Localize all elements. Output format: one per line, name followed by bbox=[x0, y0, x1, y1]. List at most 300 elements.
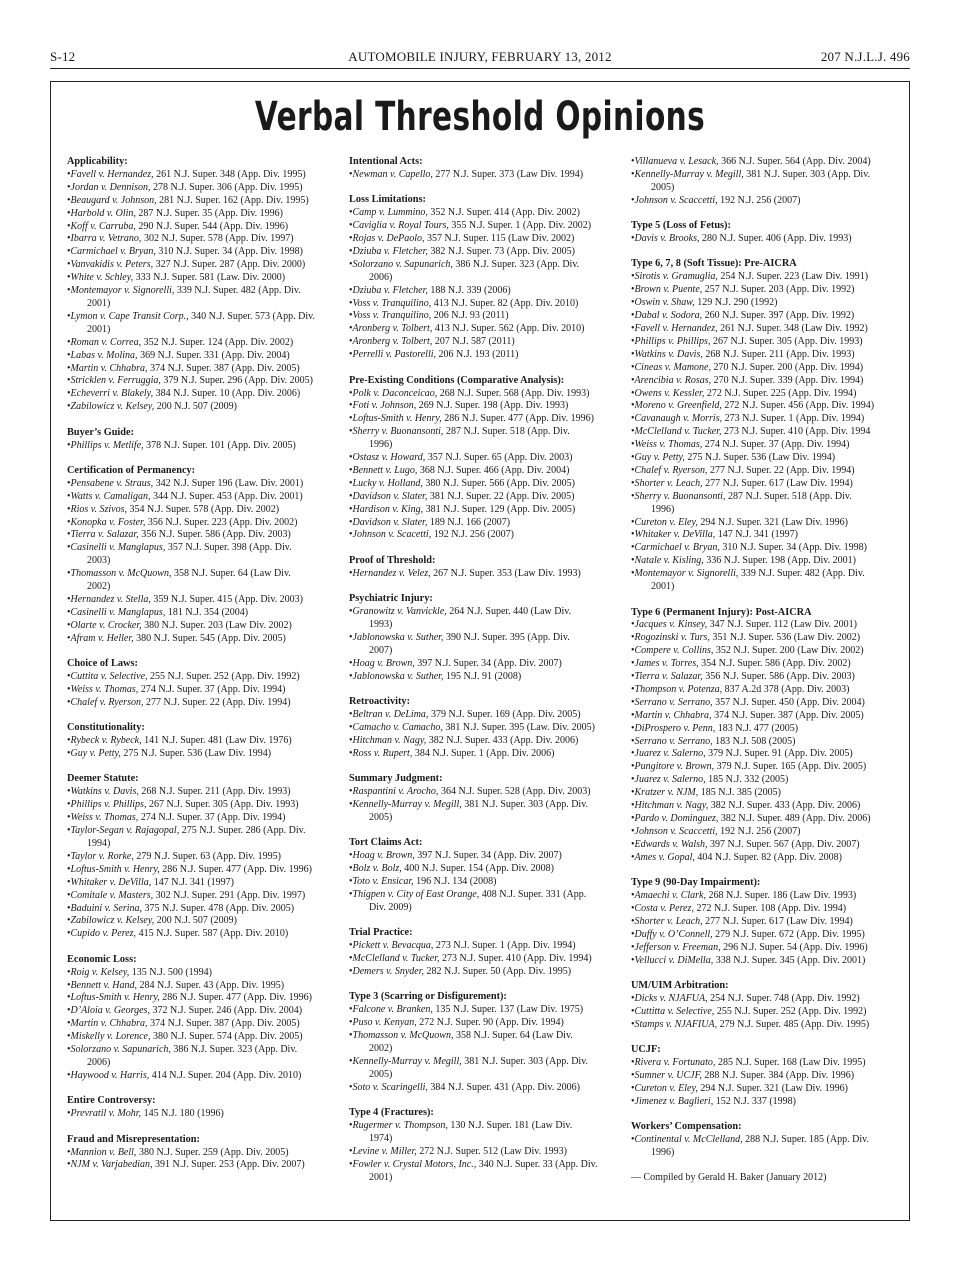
case-citation: 189 N.J. 166 (2007) bbox=[429, 516, 511, 528]
case-citation: 837 A.2d 378 (App. Div. 2003) bbox=[724, 683, 850, 695]
case-entry: •Rogozinski v. Turs, 351 N.J. Super. 536 (Law Div. 2002) bbox=[631, 632, 861, 644]
case-entry: •Voss v. Tranquilino, 413 N.J. Super. 82 (App. Div. 2010) bbox=[349, 297, 579, 309]
case-citation: 268 N.J. Super. 211 (App. Div. 1993) bbox=[141, 786, 291, 798]
section bbox=[631, 156, 895, 208]
case-entry: •Cuttita v. Selective, 255 N.J. Super. 252 (App. Div. 1992) bbox=[67, 671, 300, 683]
case-name: Levine v. Miller, bbox=[352, 1145, 417, 1157]
case-name: Favell v. Hernandez, bbox=[70, 168, 154, 180]
case-name: Favell v. Hernandez, bbox=[634, 322, 718, 334]
case-entry: •Kennelly-Murray v. Megill, 381 N.J. Super. 303 (App. Div. 2005) bbox=[349, 1056, 613, 1082]
case-entry: •NJM v. Varjabedian, 391 N.J. Super. 253 (App. Div. 2007) bbox=[67, 1159, 305, 1171]
case-entry: •Jordan v. Dennison, 278 N.J. Super. 306 (App. Div. 1995) bbox=[67, 181, 303, 193]
case-citation: 272 N.J. Super. 512 (Law Div. 1993) bbox=[419, 1145, 567, 1157]
case-citation: 358 N.J. Super. 64 (Law Div. bbox=[455, 1029, 573, 1041]
case-citation-continued: 2005) bbox=[369, 1068, 393, 1080]
case-name: Taylor v. Rorke, bbox=[70, 850, 134, 862]
section bbox=[67, 427, 331, 453]
case-citation: 196 N.J. 134 (2008) bbox=[416, 875, 497, 887]
case-citation: 382 N.J. Super. 433 (App. Div. 2006) bbox=[428, 734, 579, 746]
case-citation: 414 N.J. Super. 204 (App. Div. 2010) bbox=[151, 1069, 302, 1081]
case-name: Guy v. Petty, bbox=[70, 748, 121, 760]
case-citation-continued: 2005) bbox=[651, 181, 675, 193]
case-entry: •Mannion v. Bell, 380 N.J. Super. 259 (App. Div. 2005) bbox=[67, 1146, 289, 1158]
case-name: Sirotis v. Gramuglia, bbox=[634, 271, 718, 283]
case-name: Pungitore v. Brown, bbox=[634, 761, 715, 773]
case-citation: 206 N.J. 93 (2011) bbox=[433, 310, 509, 322]
case-entry: •Lymon v. Cape Transit Corp., 340 N.J. Super. 573 (App. Div. 2001) bbox=[67, 311, 331, 337]
case-entry: •Rios v. Szivos, 354 N.J. Super. 578 (App. Div. 2002) bbox=[67, 503, 280, 515]
case-citation-continued: Div. 2009) bbox=[369, 901, 412, 913]
case-entry: •Martin v. Chhabra, 374 N.J. Super. 387 (App. Div. 2005) bbox=[67, 1018, 300, 1030]
case-name: Weiss v. Thomas, bbox=[634, 439, 703, 451]
case-entry: •Whitaker v. DeVilla, 147 N.J. 341 (1997) bbox=[67, 876, 235, 888]
case-entry: •Zabilowicz v. Kelsey, 200 N.J. 507 (2009) bbox=[67, 915, 237, 927]
case-name: Roman v. Correa, bbox=[70, 336, 142, 348]
case-entry: •Casinelli v. Manglapus, 357 N.J. Super. 398 (App. Div. 2003) bbox=[67, 542, 331, 568]
case-name: Solorzano v. Sapunarich, bbox=[70, 1044, 171, 1056]
case-entry: •Aronberg v. Tolbert, 207 N.J. 587 (2011) bbox=[349, 336, 515, 348]
case-entry: •Camacho v. Camacho, 381 N.J. Super. 395 (Law. Div. 2005) bbox=[349, 721, 595, 733]
case-entry: •Costa v. Perez, 272 N.J. Super. 108 (App. Div. 1994) bbox=[631, 902, 847, 914]
case-citation: 356 N.J. Super. 586 (App. Div. 2003) bbox=[141, 529, 291, 541]
case-entry: •Perrelli v. Pastorelli, 206 N.J. 193 (2011) bbox=[349, 349, 519, 361]
case-entry: •Natale v. Kisling, 336 N.J. Super. 198 (App. Div. 2001) bbox=[631, 555, 856, 567]
case-entry: •White v. Schley, 333 N.J. Super. 581 (Law. Div. 2000) bbox=[67, 272, 286, 284]
case-entry: •D’Aloia v. Georges, 372 N.J. Super. 246 (App. Div. 2004) bbox=[67, 1005, 303, 1017]
case-name: Chalef v. Ryerson, bbox=[70, 696, 144, 708]
case-name: Caviglia v. Royal Tours, bbox=[352, 220, 449, 232]
case-entry: •Watkins v. Davis, 268 N.J. Super. 211 (App. Div. 1993) bbox=[67, 786, 291, 798]
case-citation: 274 N.J. Super. 37 (App. Div. 1994) bbox=[704, 439, 850, 451]
case-name: Beaugard v. Johnson, bbox=[70, 194, 157, 206]
case-entry: •Taylor-Segan v. Rajagopal, 275 N.J. Super. 286 (App. Div. 1994) bbox=[67, 825, 331, 851]
section-heading: Buyer’s Guide: bbox=[67, 426, 135, 438]
case-citation: 268 N.J. Super. 568 (App. Div. 1993) bbox=[439, 387, 590, 399]
case-entry: •Cureton v. Eley, 294 N.J. Super. 321 (Law Div. 1996) bbox=[631, 516, 849, 528]
case-entry: •Taylor v. Rorke, 279 N.J. Super. 63 (App. Div. 1995) bbox=[67, 850, 281, 862]
case-citation: 130 N.J. Super. 181 (Law Div. bbox=[450, 1119, 573, 1131]
case-citation: 355 N.J. Super. 1 (App. Div. 2002) bbox=[451, 220, 592, 232]
case-citation: 192 N.J. 256 (2007) bbox=[720, 194, 801, 206]
case-entry: •DiProspero v. Penn, 183 N.J. 477 (2005) bbox=[631, 722, 799, 734]
case-entry: •James v. Torres, 354 N.J. Super. 586 (App. Div. 2002) bbox=[631, 658, 851, 670]
case-entry: •Beaugard v. Johnson, 281 N.J. Super. 162 (App. Div. 1995) bbox=[67, 194, 309, 206]
case-citation: 374 N.J. Super. 387 (App. Div. 2005) bbox=[714, 709, 864, 721]
case-entry: •Martin v. Chhabra, 374 N.J. Super. 387 (App. Div. 2005) bbox=[67, 362, 300, 374]
case-citation-continued: 2001) bbox=[87, 323, 111, 335]
case-citation: 359 N.J. Super. 415 (App. Div. 2003) bbox=[153, 594, 303, 605]
case-citation: 339 N.J. Super. 482 (App. Div. bbox=[740, 568, 865, 580]
case-entry: •Rybeck v. Rybeck, 141 N.J. Super. 481 (Law Div. 1976) bbox=[67, 735, 292, 747]
section bbox=[631, 607, 895, 865]
case-name: Johnson v. Scaccetti, bbox=[634, 194, 718, 206]
case-entry: •Continental v. McClelland, 288 N.J. Super. 185 (App. Div. 1996) bbox=[631, 1134, 895, 1160]
case-entry: •Edwards v. Walsh, 397 N.J. Super. 567 (App. Div. 2007) bbox=[631, 838, 860, 850]
case-citation: 390 N.J. Super. 395 (App. Div. bbox=[445, 631, 570, 643]
case-name: Thigpen v. City of East Orange, bbox=[352, 888, 480, 900]
section-heading: Deemer Statute: bbox=[67, 773, 139, 785]
case-citation: 344 N.J. Super. 453 (App. Div. 2001) bbox=[153, 490, 303, 502]
case-entry: •Thompson v. Potenza, 837 A.2d 378 (App. Div. 2003) bbox=[631, 683, 850, 695]
case-entry: •Favell v. Hernandez, 261 N.J. Super. 348 (App. Div. 1995) bbox=[67, 168, 306, 180]
page-number: S-12 bbox=[50, 49, 76, 64]
case-citation: 352 N.J. Super. 414 (App. Div. 2002) bbox=[430, 207, 581, 219]
case-name: Cineas v. Mamone, bbox=[634, 361, 711, 373]
case-entry: •Labas v. Molina, 369 N.J. Super. 331 (App. Div. 2004) bbox=[67, 349, 290, 361]
case-name: Whitaker v. DeVilla, bbox=[70, 876, 152, 888]
case-entry: •Roman v. Correa, 352 N.J. Super. 124 (App. Div. 2002) bbox=[67, 336, 294, 348]
case-citation: 380 N.J. Super. 203 (Law Div. 2002) bbox=[144, 619, 292, 631]
case-entry: •Chalef v. Ryerson, 277 N.J. Super. 22 (App. Div. 1994) bbox=[631, 464, 855, 476]
case-name: Montemayor v. Signorelli, bbox=[70, 285, 175, 297]
case-name: Lucky v. Holland, bbox=[352, 477, 423, 489]
case-name: Ostasz v. Howard, bbox=[352, 452, 426, 464]
case-name: Cuttita v. Selective, bbox=[70, 671, 148, 683]
case-name: Johnson v. Scacetti, bbox=[352, 529, 432, 541]
case-citation: 274 N.J. Super. 37 (App. Div. 1994) bbox=[140, 683, 286, 695]
case-citation: 268 N.J. Super. 211 (App. Div. 1993) bbox=[705, 348, 855, 360]
case-citation: 354 N.J. Super. 586 (App. Div. 2002) bbox=[701, 658, 851, 670]
case-entry: •McClelland v. Tucker, 273 N.J. Super. 410 (App. Div. 1994) bbox=[349, 952, 592, 964]
case-name: Kratzer v. NJM, bbox=[634, 787, 699, 799]
case-citation: 294 N.J. Super. 321 (Law Div. 1996) bbox=[700, 516, 849, 528]
case-citation-continued: 2006) bbox=[87, 1057, 111, 1068]
case-citation: 378 N.J. Super. 101 (App. Div. 2005) bbox=[146, 439, 296, 451]
case-citation: 369 N.J. Super. 331 (App. Div. 2004) bbox=[140, 349, 290, 361]
case-name: Jacques v. Kinsey, bbox=[634, 619, 708, 631]
case-name: Harbold v. Olin, bbox=[70, 207, 136, 219]
case-citation: 404 N.J. Super. 82 (App. Div. 2008) bbox=[697, 851, 842, 863]
case-name: Newman v. Capello, bbox=[352, 168, 433, 180]
case-citation: 267 N.J. Super. 353 (Law Div. 1993) bbox=[433, 567, 581, 579]
case-name: Phillips v. Phillips, bbox=[70, 799, 147, 811]
case-entry: •Bennett v. Hand, 284 N.J. Super. 43 (App. Div. 1995) bbox=[67, 979, 285, 991]
case-citation: 288 N.J. Super. 384 (App. Div. 1996) bbox=[704, 1069, 855, 1081]
case-name: Weiss v. Thomas, bbox=[70, 812, 139, 824]
case-name: Serrano v. Serrano, bbox=[634, 696, 713, 708]
case-entry: •Vanvakidis v. Peters, 327 N.J. Super. 287 (App. Div. 2000) bbox=[67, 259, 306, 271]
case-entry: •Beltran v. DeLima, 379 N.J. Super. 169 (App. Div. 2005) bbox=[349, 708, 581, 720]
case-citation: 379 N.J. Super. 91 (App. Div. 2005) bbox=[708, 748, 853, 760]
case-citation: 357 N.J. Super. 65 (App. Div. 2003) bbox=[427, 452, 573, 464]
case-name: NJM v. Varjabedian, bbox=[70, 1159, 153, 1171]
case-citation: 285 N.J. Super. 168 (Law Div. 1995) bbox=[717, 1057, 866, 1068]
case-entry: •Caviglia v. Royal Tours, 355 N.J. Super. 1 (App. Div. 2002) bbox=[349, 220, 592, 232]
case-entry: •Hitchman v. Nagy, 382 N.J. Super. 433 (App. Div. 2006) bbox=[631, 800, 861, 812]
case-entry: •Lucky v. Holland, 380 N.J. Super. 566 (App. Div. 2005) bbox=[349, 477, 575, 489]
case-citation: 413 N.J. Super. 82 (App. Div. 2010) bbox=[433, 297, 579, 309]
case-entry: •Ibarra v. Vetrano, 302 N.J. Super. 578 (App. Div. 1997) bbox=[67, 233, 294, 245]
column-2 bbox=[349, 156, 613, 1197]
case-name: Watkins v. Davis, bbox=[634, 348, 703, 360]
case-citation: 279 N.J. Super. 63 (App. Div. 1995) bbox=[136, 850, 281, 862]
case-entry: •Jacques v. Kinsey, 347 N.J. Super. 112 (Law Div. 2001) bbox=[631, 619, 857, 631]
case-name: Tierra v. Salazar, bbox=[70, 529, 139, 541]
case-entry: •Hardison v. King, 381 N.J. Super. 129 (App. Div. 2005) bbox=[349, 503, 576, 515]
case-citation: 379 N.J. Super. 296 (App. Div. 2005) bbox=[163, 375, 313, 387]
case-entry: •Voss v. Tranquilino, 206 N.J. 93 (2011) bbox=[349, 310, 509, 322]
case-name: Soto v. Scaringelli, bbox=[352, 1081, 428, 1093]
case-entry: •Dicks v. NJAFUA, 254 N.J. Super. 748 (App. Div. 1992) bbox=[631, 992, 860, 1004]
case-name: Villanueva v. Lesack, bbox=[634, 156, 719, 167]
section-heading: Trial Practice: bbox=[349, 927, 413, 939]
case-name: Voss v. Tranquilino, bbox=[352, 297, 432, 309]
case-citation: 261 N.J. Super. 348 (Law Div. 1992) bbox=[720, 322, 868, 334]
case-name: Carmichael v. Bryan, bbox=[634, 542, 720, 554]
section bbox=[67, 1095, 331, 1121]
case-name: Jablonowska v. Suther, bbox=[352, 670, 444, 682]
case-entry: •Prevratil v. Mohr, 145 N.J. 180 (1996) bbox=[67, 1108, 224, 1120]
case-citation: 357 N.J. Super. 398 (App. Div. bbox=[167, 542, 292, 554]
case-name: Amaechi v. Clark, bbox=[634, 890, 706, 902]
case-citation: 333 N.J. Super. 581 (Law. Div. 2000) bbox=[135, 272, 286, 284]
case-entry: •Loftus-Smith v. Henry, 286 N.J. Super. 477 (App. Div. 1996) bbox=[67, 863, 312, 875]
case-citation: 327 N.J. Super. 287 (App. Div. 2000) bbox=[155, 259, 306, 271]
case-entry: •Thigpen v. City of East Orange, 408 N.J. Super. 331 (App. Div. 2009) bbox=[349, 889, 613, 915]
case-name: Weiss v. Thomas, bbox=[70, 683, 139, 695]
case-name: Shorter v. Leach, bbox=[634, 477, 703, 489]
case-entry: •Arencibia v. Rosas, 270 N.J. Super. 339 (App. Div. 1994) bbox=[631, 374, 864, 386]
section bbox=[349, 194, 613, 362]
case-entry: •Serrano v. Serrano, 183 N.J. 508 (2005) bbox=[631, 735, 796, 747]
case-name: Miskelly v. Lorence, bbox=[70, 1031, 151, 1043]
case-citation: 255 N.J. Super. 252 (App. Div. 1992) bbox=[150, 671, 300, 683]
case-name: Jefferson v. Freeman, bbox=[634, 941, 721, 953]
section-heading: Intentional Acts: bbox=[349, 156, 423, 167]
case-name: Prevratil v. Mohr, bbox=[70, 1108, 142, 1120]
case-name: Guy v. Petty, bbox=[634, 452, 685, 464]
case-name: Rojas v. DePaolo, bbox=[352, 233, 425, 245]
case-entry: •Jablonowska v. Suther, 195 N.J. 91 (2008) bbox=[349, 670, 522, 682]
section-heading: Type 3 (Scarring or Disfigurement): bbox=[349, 991, 507, 1003]
case-name: Koff v. Carruba, bbox=[70, 220, 136, 232]
case-name: Granowitz v. Vanvickle, bbox=[352, 606, 447, 618]
case-entry: •Phillips v. Metlife, 378 N.J. Super. 101 (App. Div. 2005) bbox=[67, 439, 296, 451]
section-heading: Summary Judgment: bbox=[349, 773, 443, 785]
case-citation: 183 N.J. 477 (2005) bbox=[717, 722, 799, 734]
case-entry: •Guy v. Petty, 275 N.J. Super. 536 (Law Div. 1994) bbox=[631, 452, 836, 464]
section bbox=[349, 156, 613, 182]
case-name: Dabal v. Sodora, bbox=[634, 310, 703, 322]
case-citation: 275 N.J. Super. 286 (App. Div. bbox=[181, 825, 306, 837]
case-entry: •Cureton v. Eley, 294 N.J. Super. 321 (Law Div. 1996) bbox=[631, 1082, 849, 1094]
case-name: Hitchman v. Nagy, bbox=[352, 734, 427, 746]
case-entry: •Casinelli v. Manglapus, 181 N.J. 354 (2004) bbox=[67, 606, 249, 618]
case-name: Martin v. Chhabra, bbox=[70, 1018, 148, 1030]
case-entry: •Tierra v. Salazar, 356 N.J. Super. 586 (App. Div. 2003) bbox=[67, 529, 291, 541]
case-citation: 185 N.J. 332 (2005) bbox=[708, 774, 789, 786]
case-citation: 260 N.J. Super. 397 (App. Div. 1992) bbox=[704, 310, 855, 322]
case-entry: •Villanueva v. Lesack, 366 N.J. Super. 564 (App. Div. 2004) bbox=[631, 156, 871, 167]
case-name: Arencibia v. Rosas, bbox=[634, 374, 712, 386]
section-heading: Certification of Permanency: bbox=[67, 464, 196, 476]
case-citation: 141 N.J. Super. 481 (Law Div. 1976) bbox=[144, 735, 292, 747]
case-citation: 354 N.J. Super. 578 (App. Div. 2002) bbox=[129, 503, 280, 515]
case-name: Taylor-Segan v. Rajagopal, bbox=[70, 825, 180, 837]
case-citation: 397 N.J. Super. 34 (App. Div. 2007) bbox=[417, 657, 562, 669]
case-citation: 287 N.J. Super. 35 (App. Div. 1996) bbox=[138, 207, 284, 219]
section bbox=[349, 375, 613, 543]
case-name: Edwards v. Walsh, bbox=[634, 838, 708, 850]
case-citation: 278 N.J. Super. 306 (App. Div. 1995) bbox=[153, 181, 303, 193]
section-heading: Fraud and Misrepresentation: bbox=[67, 1133, 200, 1145]
section bbox=[67, 156, 331, 414]
case-entry: •Johnson v. Scacetti, 192 N.J. 256 (2007) bbox=[349, 529, 514, 541]
case-citation: 268 N.J. Super. 186 (Law Div. 1993) bbox=[708, 890, 857, 902]
case-name: Rugermer v. Thompson, bbox=[352, 1119, 448, 1131]
case-name: Loftus-Smith v. Henry, bbox=[352, 413, 442, 425]
case-citation: 290 N.J. Super. 544 (App. Div. 1996) bbox=[138, 220, 289, 232]
case-citation: 375 N.J. Super. 478 (App. Div. 2005) bbox=[144, 902, 295, 914]
case-entry: •Weiss v. Thomas, 274 N.J. Super. 37 (App. Div. 1994) bbox=[631, 439, 850, 451]
case-citation: 340 N.J. Super. 573 (App. Div. bbox=[191, 310, 315, 322]
case-citation: 287 N.J. Super. 518 (App. Div. bbox=[445, 426, 570, 438]
page-title: Verbal Threshold Opinions bbox=[254, 94, 706, 140]
case-citation: 286 N.J. Super. 477 (App. Div. 1996) bbox=[162, 992, 312, 1004]
case-entry: •Cavanaugh v. Morris, 273 N.J. Super. 1 (App. Div. 1994) bbox=[631, 413, 865, 425]
case-name: Oswin v. Shaw, bbox=[634, 297, 695, 309]
case-citation: 192 N.J. 256 (2007) bbox=[720, 825, 801, 837]
case-name: Camp v. Lummino, bbox=[352, 207, 428, 219]
column-3 bbox=[631, 156, 895, 1185]
case-citation: 357 N.J. Super. 115 (Law Div. 2002) bbox=[427, 233, 575, 245]
case-name: Comitale v. Masters, bbox=[70, 889, 154, 901]
case-citation: 188 N.J. 339 (2006) bbox=[430, 284, 511, 296]
case-entry: •Baduini v. Serina, 375 N.J. Super. 478 (App. Div. 2005) bbox=[67, 902, 295, 914]
section-heading: Proof of Threshold: bbox=[349, 554, 436, 566]
case-entry: •Sherry v. Buonansonti, 287 N.J. Super. 518 (App. Div. 1996) bbox=[349, 426, 613, 452]
case-citation: 351 N.J. Super. 536 (Law Div. 2002) bbox=[712, 632, 861, 644]
case-entry: •Watkins v. Davis, 268 N.J. Super. 211 (App. Div. 1993) bbox=[631, 348, 855, 360]
section bbox=[349, 927, 613, 979]
case-entry: •Cuttitta v. Selective, 255 N.J. Super. 252 (App. Div. 1992) bbox=[631, 1005, 867, 1017]
case-name: Owens v. Kessler, bbox=[634, 387, 705, 399]
case-citation: 267 N.J. Super. 305 (App. Div. 1993) bbox=[148, 799, 299, 811]
section-heading: Type 9 (90-Day Impairment): bbox=[631, 877, 761, 889]
case-name: Beltran v. DeLima, bbox=[352, 708, 429, 720]
case-name: Afram v. Heller, bbox=[70, 632, 134, 644]
case-citation: 408 N.J. Super. 331 (App. bbox=[481, 888, 587, 900]
case-citation: 286 N.J. Super. 477 (App. Div. 1996) bbox=[162, 863, 312, 875]
case-name: Camacho v. Camacho, bbox=[352, 721, 443, 733]
case-name: Pickett v. Bevacqua, bbox=[352, 940, 434, 952]
case-name: Montemayor v. Signorelli, bbox=[634, 568, 739, 580]
case-citation: 272 N.J. Super. 108 (App. Div. 1994) bbox=[696, 902, 847, 914]
case-entry: •Weiss v. Thomas, 274 N.J. Super. 37 (App. Div. 1994) bbox=[67, 683, 286, 695]
case-name: Stricklen v. Ferruggia, bbox=[70, 375, 161, 387]
case-entry: •Shorter v. Leach, 277 N.J. Super. 617 (Law Div. 1994) bbox=[631, 915, 853, 927]
case-citation: 352 N.J. Super. 200 (Law Div. 2002) bbox=[715, 645, 864, 657]
case-citation: 381 N.J. Super. 22 (App. Div. 2005) bbox=[429, 490, 575, 502]
case-entry: •Hernandez v. Stella, 359 N.J. Super. 415 (App. Div. 2003) bbox=[67, 594, 303, 605]
section bbox=[631, 980, 895, 1032]
case-entry: •Whitaker v. DeVilla, 147 N.J. 341 (1997) bbox=[631, 529, 799, 541]
case-citation: 269 N.J. Super. 198 (App. Div. 1993) bbox=[418, 400, 569, 412]
case-name: Bennett v. Hand, bbox=[70, 979, 137, 991]
case-name: Demers v. Snyder, bbox=[352, 965, 424, 977]
case-entry: •Ostasz v. Howard, 357 N.J. Super. 65 (App. Div. 2003) bbox=[349, 452, 573, 464]
case-entry: •Demers v. Snyder, 282 N.J. Super. 50 (App. Div. 1995) bbox=[349, 965, 572, 977]
case-citation: 302 N.J. Super. 578 (App. Div. 1997) bbox=[143, 233, 294, 245]
case-entry: •Brown v. Puente, 257 N.J. Super. 203 (App. Div. 1992) bbox=[631, 284, 855, 296]
case-entry: •Davidson v. Slater, 381 N.J. Super. 22 (App. Div. 2005) bbox=[349, 490, 575, 502]
case-citation: 287 N.J. Super. 518 (App. Div. bbox=[727, 490, 852, 502]
case-name: Perrelli v. Pastorelli, bbox=[352, 349, 437, 361]
case-citation: 384 N.J. Super. 431 (App. Div. 2006) bbox=[430, 1081, 580, 1093]
case-name: Tierra v. Salazar, bbox=[634, 671, 703, 683]
case-entry: •Zabilowicz v. Kelsey, 200 N.J. 507 (2009) bbox=[67, 401, 237, 413]
case-name: Rivera v. Fortunato, bbox=[634, 1057, 716, 1068]
case-citation: 391 N.J. Super. 253 (App. Div. 2007) bbox=[155, 1159, 305, 1171]
case-citation: 372 N.J. Super. 246 (App. Div. 2004) bbox=[152, 1005, 303, 1017]
section-heading: Applicability: bbox=[67, 156, 128, 167]
case-entry: •Thomasson v. McQuown, 358 N.J. Super. 64 (Law Div. 2002) bbox=[349, 1030, 613, 1056]
case-citation: 277 N.J. Super. 617 (Law Div. 1994) bbox=[705, 477, 853, 489]
section-heading: Type 6 (Permanent Injury): Post-AICRA bbox=[631, 606, 812, 618]
case-entry: •Puso v. Kenyan, 272 N.J. Super. 90 (App. Div. 1994) bbox=[349, 1017, 564, 1029]
case-citation: 342 N.J. Super 196 (Law. Div. 2001) bbox=[155, 477, 304, 489]
case-name: Zabilowicz v. Kelsey, bbox=[70, 915, 155, 927]
case-entry: •Solorzano v. Sapunarich, 386 N.J. Super. 323 (App. Div. 2006) bbox=[67, 1044, 331, 1070]
section bbox=[67, 658, 331, 710]
case-citation: 382 N.J. Super. 433 (App. Div. 2006) bbox=[710, 800, 861, 812]
case-entry: •Johnson v. Scaccetti, 192 N.J. 256 (2007) bbox=[631, 194, 801, 206]
case-name: Kennelly-Murray v. Megill, bbox=[352, 1055, 462, 1067]
case-citation: 206 N.J. 193 (2011) bbox=[438, 349, 519, 361]
case-name: Compere v. Collins, bbox=[634, 645, 714, 657]
case-name: Foti v. Johnson, bbox=[352, 400, 417, 412]
section bbox=[67, 954, 331, 1083]
case-entry: •Olarte v. Crocker, 380 N.J. Super. 203 (Law Div. 2002) bbox=[67, 619, 292, 631]
case-citation: 358 N.J. Super. 64 (Law Div. bbox=[173, 568, 291, 580]
case-name: Watkins v. Davis, bbox=[70, 786, 139, 798]
case-entry: •Rivera v. Fortunato, 285 N.J. Super. 168 (Law Div. 1995) bbox=[631, 1057, 866, 1068]
case-name: Dziuba v. Fletcher, bbox=[352, 284, 428, 296]
case-name: Thompson v. Potenza, bbox=[634, 683, 723, 695]
case-citation: 185 N.J. 385 (2005) bbox=[700, 787, 781, 799]
case-citation: 254 N.J. Super. 223 (Law Div. 1991) bbox=[720, 271, 869, 283]
case-entry: •Fowler v. Crystal Motors, Inc., 340 N.J. Super. 33 (App. Div. 2001) bbox=[349, 1159, 613, 1185]
case-name: McClelland v. Tucker, bbox=[634, 426, 722, 438]
case-citation: 264 N.J. Super. 440 (Law Div. bbox=[449, 606, 572, 618]
case-citation: 270 N.J. Super. 339 (App. Div. 1994) bbox=[713, 374, 864, 386]
case-name: Thomasson v. McQuown, bbox=[70, 568, 172, 580]
case-citation: 277 N.J. Super. 373 (Law Div. 1994) bbox=[435, 168, 584, 180]
case-name: Jablonowska v. Suther, bbox=[352, 631, 444, 643]
case-name: Stamps v. NJAFIUA, bbox=[634, 1018, 718, 1030]
case-citation: 294 N.J. Super. 321 (Law Div. 1996) bbox=[700, 1082, 849, 1094]
case-entry: •Juarez v. Salerno, 379 N.J. Super. 91 (App. Div. 2005) bbox=[631, 748, 853, 760]
case-citation: 386 N.J. Super. 323 (App. Div. bbox=[455, 258, 580, 270]
section-heading: Pre-Existing Conditions (Comparative Analysis): bbox=[349, 374, 565, 386]
case-entry: •Kennelly-Murray v. Megill, 381 N.J. Super. 303 (App. Div. 2005) bbox=[631, 169, 895, 195]
case-entry: •Carmichael v. Bryan, 310 N.J. Super. 34 (App. Div. 1998) bbox=[67, 246, 303, 258]
case-name: Hitchman v. Nagy, bbox=[634, 800, 709, 812]
section-heading: Workers’ Compensation: bbox=[631, 1121, 742, 1133]
case-name: Raspantini v. Arocho, bbox=[352, 785, 439, 797]
case-name: Vanvakidis v. Peters, bbox=[70, 259, 154, 271]
case-entry: •Rugermer v. Thompson, 130 N.J. Super. 181 (Law Div. 1974) bbox=[349, 1120, 613, 1146]
case-citation: 413 N.J. Super. 562 (App. Div. 2010) bbox=[434, 323, 585, 335]
case-citation: 384 N.J. Super. 1 (App. Div. 2006) bbox=[414, 747, 555, 759]
case-citation: 381 N.J. Super. 303 (App. Div. bbox=[464, 1055, 589, 1067]
case-citation: 275 N.J. Super. 536 (Law Div. 1994) bbox=[687, 452, 836, 464]
case-entry: •Guy v. Petty, 275 N.J. Super. 536 (Law Div. 1994) bbox=[67, 748, 272, 760]
case-name: Loftus-Smith v. Henry, bbox=[70, 992, 160, 1004]
case-citation: 302 N.J. Super. 291 (App. Div. 1997) bbox=[155, 889, 306, 901]
case-name: Rios v. Szivos, bbox=[70, 503, 127, 515]
case-entry: •Haywood v. Harris, 414 N.J. Super. 204 (App. Div. 2010) bbox=[67, 1069, 302, 1081]
